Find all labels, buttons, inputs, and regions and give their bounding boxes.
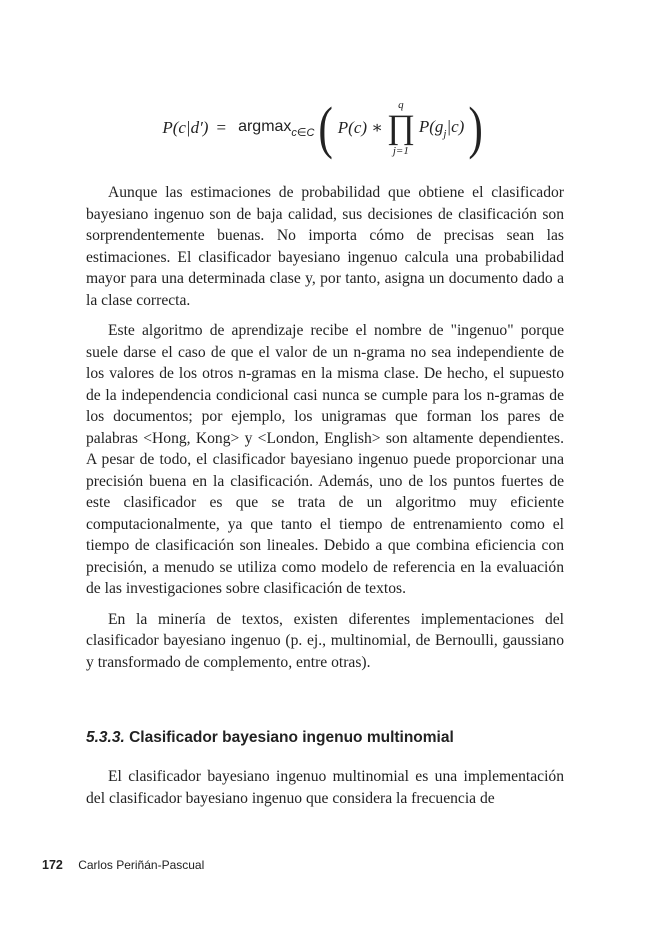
naive-bayes-formula <box>0 92 650 164</box>
paragraph-multinomial: El clasificador bayesiano ingenuo multinomial es una implementación del clasificador bayesiano ingenuo que considera la frecuencia de <box>86 768 564 807</box>
formula-left-paren: ( <box>318 95 334 160</box>
section-text <box>86 766 564 809</box>
page-footer <box>42 858 204 872</box>
section-number: 5.3.3. <box>86 729 125 746</box>
formula-argmax-label: argmax <box>238 117 292 135</box>
formula-term-prior: P(c) ∗ <box>337 118 383 137</box>
formula-product <box>387 99 415 157</box>
formula-term-likelihood <box>419 117 465 140</box>
section-title: Clasificador bayesiano ingenuo multinomial <box>129 729 454 746</box>
formula-argmax-subscript: c∈C <box>291 126 315 139</box>
main-text <box>86 182 564 673</box>
author-name: Carlos Periñán-Pascual <box>78 858 205 872</box>
formula-argmax <box>238 118 314 139</box>
product-symbol: ∏ <box>386 109 415 146</box>
likelihood-end: |c) <box>446 116 465 136</box>
paragraph-implementations: En la minería de textos, existen diferentes implementaciones del clasificador bayesiano ingenuo (p. ej., multinomial, de Bernoulli, gaussiano y transformado de complemento, entre otras). <box>86 610 564 671</box>
formula-equals: = <box>216 118 227 137</box>
formula-right-paren: ) <box>468 95 484 160</box>
paragraph-naive-name: Este algoritmo de aprendizaje recibe el nombre de "ingenuo" porque suele darse el caso de que el valor de un n-grama no sea independiente de los valores de los otros n-gramas en la misma clase. De hecho, el supuesto de la independencia condicional casi nunca se cumple para los n-gramas de los documentos; por ejemplo, los unigramas que forman los pares de palabras <Hong, Kong> y <London, English> son altamente dependientes. A pesar de todo, el clasificador bayesiano ingenuo puede proporcionar una precisión buena en la clasificación. Además, uno de los puntos fuertes de este clasificador es que se trata de un algoritmo muy eficiente computacionalmente, ya que tanto el tiempo de entrenamiento como el tiempo de clasificación son lineales. Debido a que combina eficiencia con precisión, a menudo se utiliza como modelo de referencia en la evaluación de las investigaciones sobre clasificación de textos. <box>86 322 564 597</box>
product-lower-limit: j=1 <box>392 145 409 157</box>
product-upper-limit: q <box>398 99 404 111</box>
likelihood-subscript: j <box>443 127 447 140</box>
paragraph-estimations: Aunque las estimaciones de probabilidad que obtiene el clasificador bayesiano ingenuo son de baja calidad, sus decisiones de clasificación son sorprendentemente buenas. No importa cómo de precisas sean las estimaciones. El clasificador bayesiano ingenuo calcula una probabilidad mayor para una determinada clase y, por tanto, asigna un documento dado a la clase correcta. <box>86 184 564 309</box>
likelihood-start: P(g <box>418 116 444 136</box>
section-heading <box>86 729 564 747</box>
page-number: 172 <box>42 858 63 872</box>
formula-lhs: P(c|d′) <box>162 118 209 137</box>
